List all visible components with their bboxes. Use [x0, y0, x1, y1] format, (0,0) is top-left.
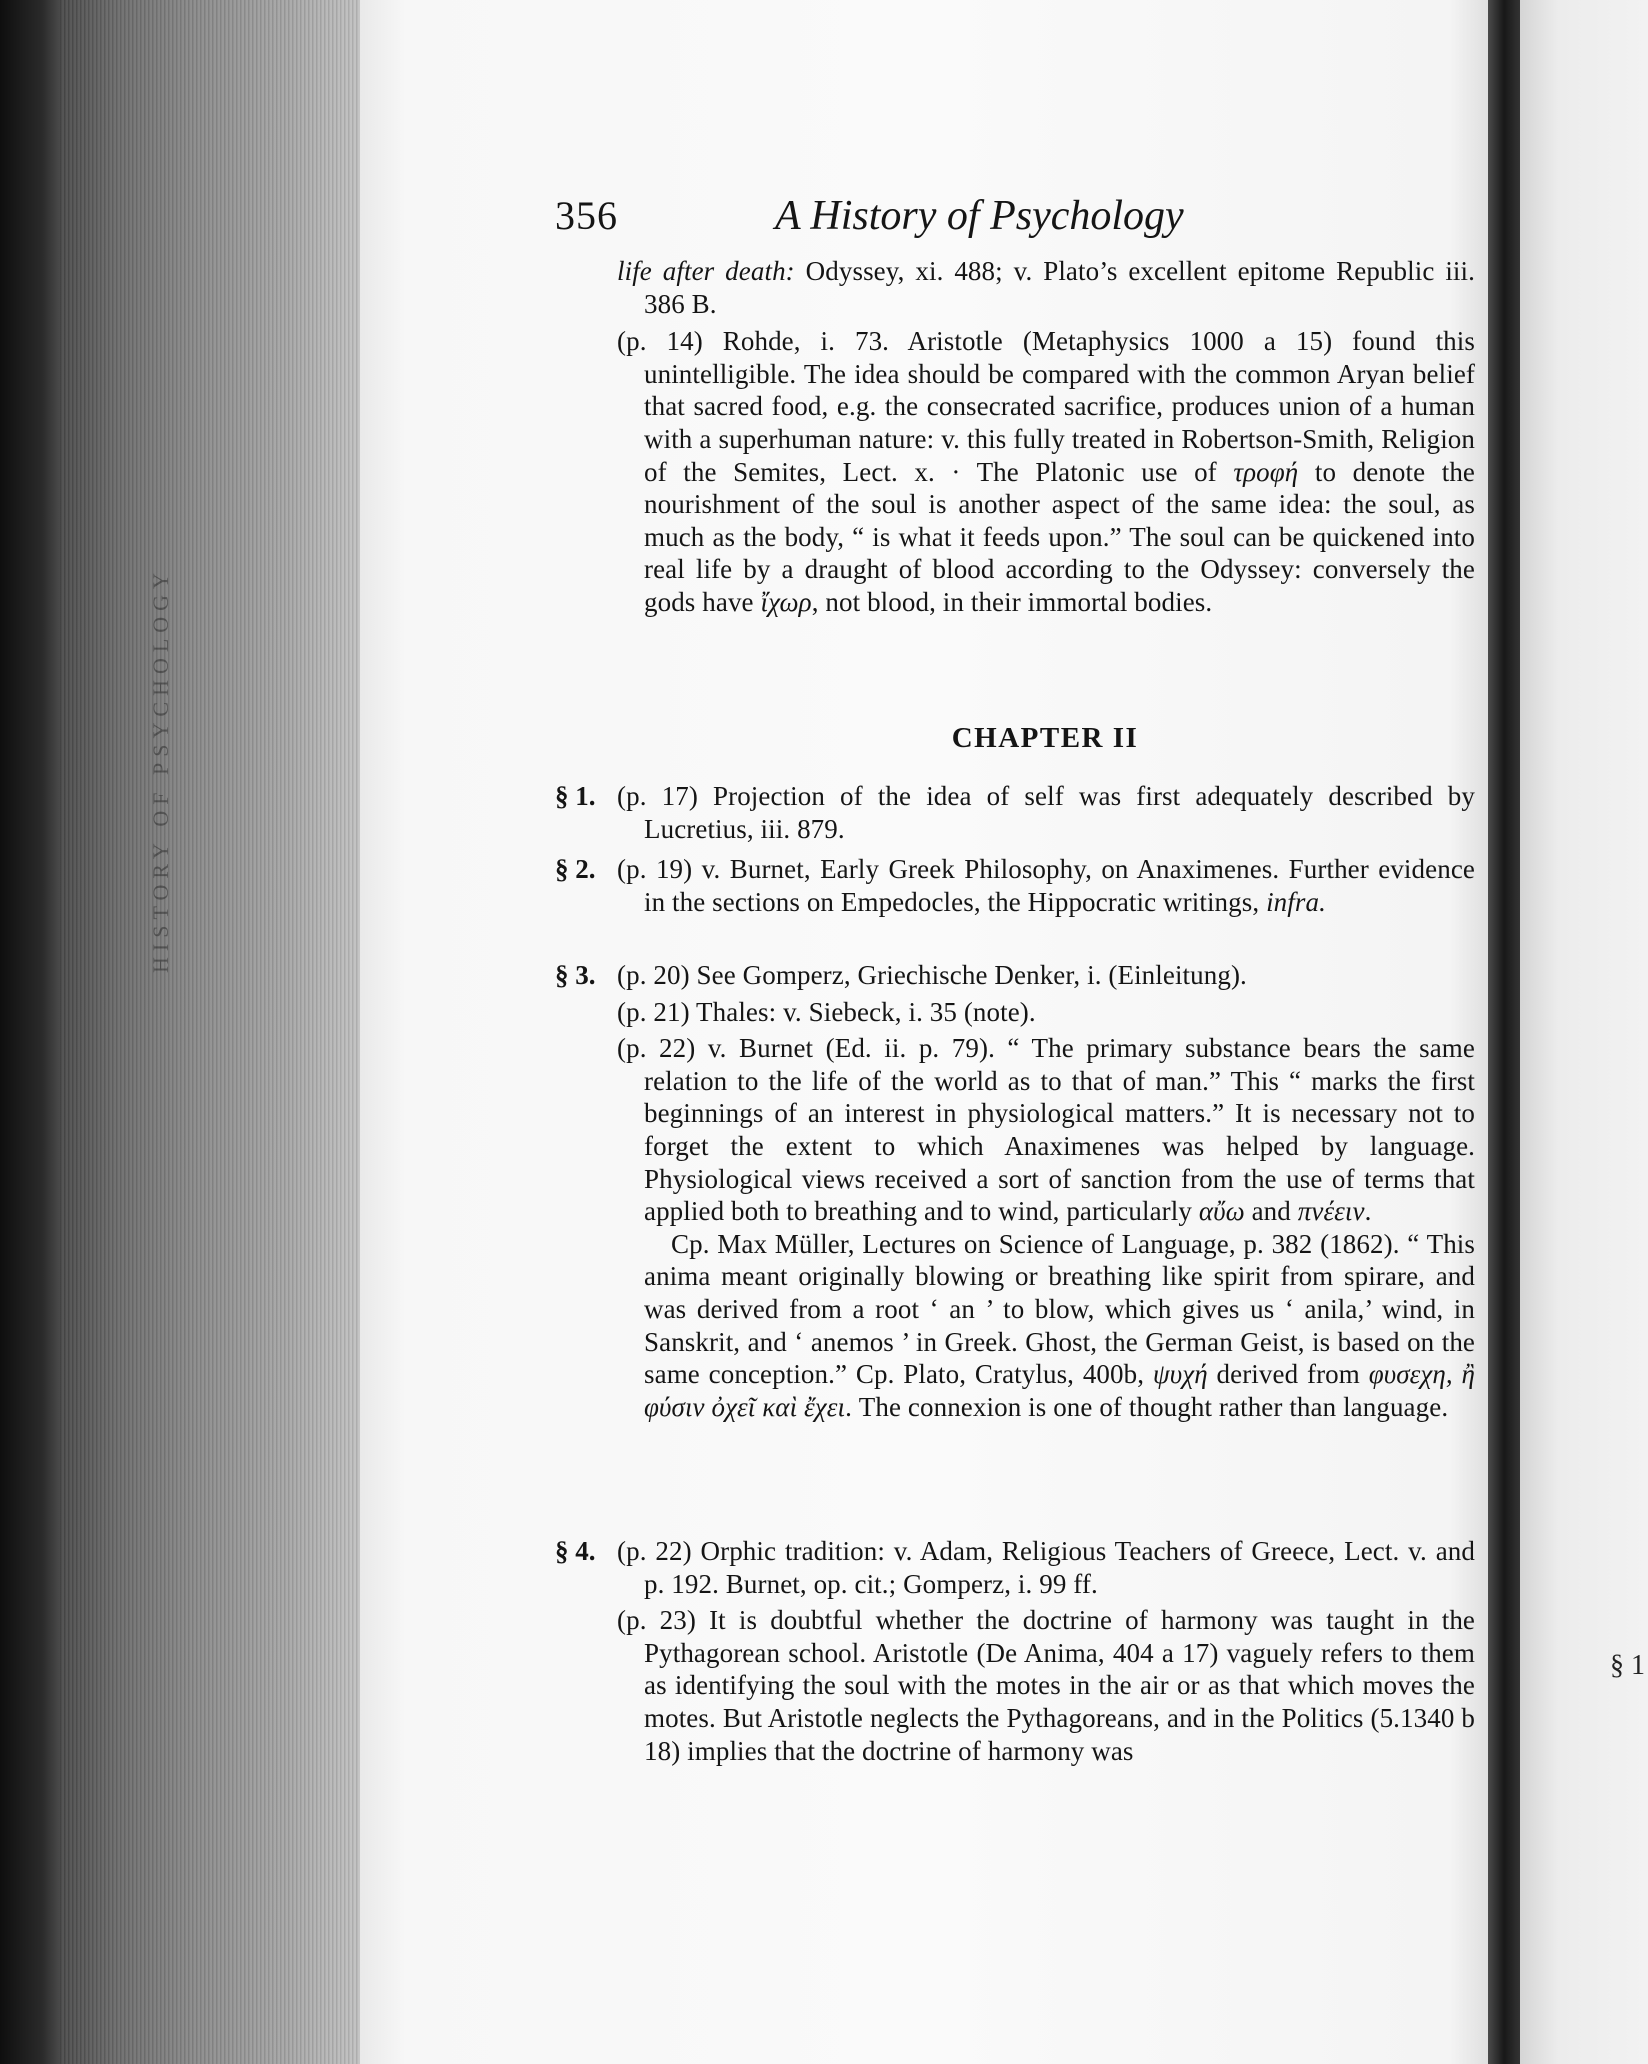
italic-word: infra. — [1266, 886, 1326, 917]
section-mark: § 4. — [555, 1536, 596, 1566]
facing-page-edge — [1520, 0, 1648, 2064]
section-mark: § 1. — [555, 781, 596, 811]
intro-notes — [617, 255, 1475, 619]
section-mark: § 3. — [555, 960, 596, 990]
greek-word: τροφή — [1233, 456, 1299, 487]
section-1-note: (p. 17) Projection of the idea of self was first adequately described by Lucretius, iii. 879. — [617, 781, 1475, 844]
greek-word: αὔω — [1198, 1196, 1245, 1227]
section-mark: § 2. — [555, 854, 596, 884]
chapter-heading: CHAPTER II — [951, 722, 1139, 754]
section-3-notes: (p. 20) See Gomperz, Griechische Denker, i. (Einleitung). (p. 21) Thales: v. Siebeck, i. 35 (note). (p. 22) v. Burnet (Ed. ii. p. 79). “ The primary substance bears the same relation to the life of the world as to that of man.” This “ marks the first beginnings of an interest in physiological matters.” It is necessary not to forget the extent to which Anaximenes was helped by language. Physiological views received a sort of sanction from the use of terms that applied both to breathing and to wind, particularly αὔω and πνέειν. Cp. Max Müller, Lectures on Science of Language, p. 382 (1862). “ This anima meant originally blowing or breathing like spirit from spirare, and was derived from a root ‘ an ’ to blow, which gives us ‘ anila,’ wind, in Sanskrit, and ‘ anemos ’ in Greek. Ghost, the German Geist, is based on the same conception.” Cp. Plato, Cratylus, 400b, ψυχή derived from φυσεχη, ἢ φύσιν ὀχεῖ καὶ ἔχει. The connexion is one of thought rather than language. — [617, 960, 1475, 1422]
note-paragraph: life after death: Odyssey, xi. 488; v. Plato’s excellent epitome Republic iii. 386 B. — [617, 256, 1475, 319]
page-edge-label: HISTORY OF PSYCHOLOGY — [148, 567, 173, 973]
running-head — [555, 188, 1475, 244]
italic-phrase: life after death: — [617, 256, 795, 286]
greek-word: πνέειν — [1297, 1196, 1365, 1227]
section-4-notes: (p. 22) Orphic tradition: v. Adam, Religious Teachers of Greece, Lect. v. and p. 192. Burnet, op. cit.; Gomperz, i. 99 ff. (p. 23) It is doubtful whether the doctrine of harmony was taught in the Pythagorean school. Aristotle (De Anima, 404 a 17) vaguely refers to them as identifying the soul with the motes in the air or as that which moves the motes. But Aristotle neglects the Pythagoreans, and in the Politics (5.1340 b 18) implies that the doctrine of harmony was — [617, 1536, 1475, 1766]
facing-page-section-mark: § 1 — [1610, 1650, 1645, 1681]
note-paragraph: (p. 14) Rohde, i. 73. Aristotle (Metaphysics 1000 a 15) found this unintelligible. The idea should be compared with the common Aryan belief that sacred food, e.g. the consecrated sacrifice, produces union of a human with a superhuman nature: v. this fully treated in Robertson-Smith, Religion of the Semites, Lect. x. · The Platonic use of τροφή to denote the nourishment of the soul is another aspect of the same idea: the soul, as much as the body, “ is what it feeds upon.” The soul can be quickened into real life by a draught of blood according to the Odyssey: conversely the gods have ἴχωρ, not blood, in their immortal bodies. — [617, 326, 1475, 617]
greek-word: ἴχωρ — [760, 586, 812, 617]
page-number: 356 — [555, 193, 618, 238]
section-2-note: (p. 19) v. Burnet, Early Greek Philosophy, on Anaximenes. Further evidence in the sections on Empedocles, the Hippocratic writings, infra. — [617, 854, 1475, 917]
greek-phrase: φυσεχη, ἢ φύσιν ὀχεῖ καὶ ἔχει — [644, 1359, 1475, 1422]
book-title: A History of Psychology — [775, 193, 1184, 239]
scan-left-margin — [0, 0, 60, 2064]
book-page-edges — [60, 0, 360, 2064]
greek-word: ψυχή — [1152, 1359, 1208, 1390]
binding-gutter-shadow — [1488, 0, 1520, 2064]
